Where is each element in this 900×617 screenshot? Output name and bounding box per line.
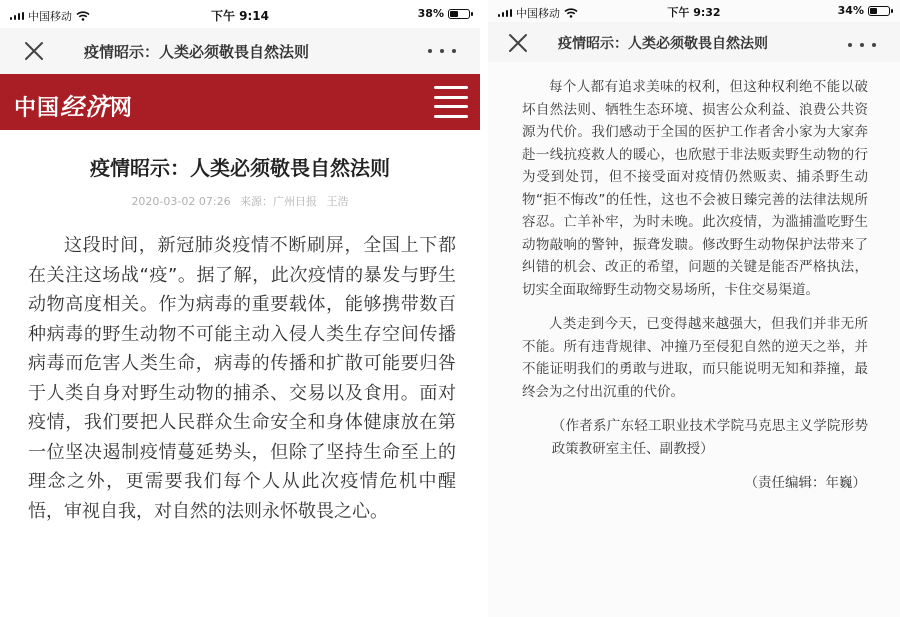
close-icon[interactable]	[504, 30, 532, 56]
logo-prefix: 中国	[14, 95, 61, 121]
carrier-label: 中国移动	[28, 10, 72, 23]
wechat-nav-bar	[488, 22, 900, 62]
status-bar	[0, 0, 480, 28]
article-meta	[0, 193, 480, 209]
nav-title: 疫情昭示：人类必须敬畏自然法则	[558, 36, 768, 52]
right-phone-screen	[488, 0, 900, 617]
status-time: 下午 9:32	[667, 6, 721, 19]
article-paragraph: 每个人都有追求美味的权利，但这种权利绝不能以破坏自然法则、牺牲生态环境、损害公众利益、浪费公共资源为代价。我们感动于全国的医护工作者舍小家为大家奔赴一线抗疫救人的暖心，也欣慰于非法贩卖野生动物的行为受到处罚，但不接受面对疫情仍然贩卖、捕杀野生动物“拒不悔改”的任性，这也不会被日臻完善的法律法规所容忍。亡羊补牢，为时未晚。此次疫情，为滥捕滥吃野生动物敲响的警钟，振聋发聩。修改野生动物保护法带来了纠错的机会、改正的希望，问题的关键是能否严格执法，切实全面取缔野生动物交易场所，卡住交易渠道。	[522, 79, 868, 298]
carrier-label: 中国移动	[516, 7, 560, 20]
article-body	[488, 62, 900, 495]
article-paragraph: 这段时间，新冠肺炎疫情不断刷屏，全国上下都在关注这场战“疫”。据了解，此次疫情的暴发与野生动物高度相关。作为病毒的重要载体，能够携带数百种病毒的野生动物不可能主动入侵人类生存空间传播病毒而危害人类生命，病毒的传播和扩散可能要归咎于人类自身对野生动物的捕杀、交易以及食用。面对疫情，我们要把人民群众生命安全和身体健康放在第一位坚决遏制疫情蔓延势头，但除了坚持生命至上的理念之外，更需要我们每个人从此次疫情危机中醒悟，审视自我，对自然的法则永怀敬畏之心。	[28, 235, 456, 522]
more-dots-icon[interactable]	[848, 34, 876, 56]
battery-percent: 34%	[837, 4, 864, 17]
status-time: 下午 9:14	[210, 9, 270, 23]
article-date: 2020-03-02 07:26	[131, 195, 231, 208]
article-source: 来源：广州日报	[240, 195, 318, 208]
battery-percent: 38%	[417, 7, 444, 20]
wechat-nav-bar	[0, 28, 480, 74]
article-author: 王浩	[326, 195, 349, 208]
logo-script: 经济	[60, 92, 111, 121]
hamburger-menu-icon[interactable]	[434, 86, 468, 118]
more-dots-icon[interactable]	[428, 40, 456, 62]
nav-title: 疫情昭示：人类必须敬畏自然法则	[84, 43, 310, 61]
responsible-editor: （责任编辑：年巍）	[744, 475, 866, 491]
article-paragraph: 人类走到今天，已变得越来越强大，但我们并非无所不能。所有违背规律、冲撞乃至侵犯自然的逆天之举，并不能证明我们的勇敢与进取，而只能说明无知和莽撞，最终会为之付出沉重的代价。	[522, 316, 868, 400]
battery-status	[838, 4, 890, 17]
battery-icon	[868, 6, 890, 16]
article-title: 疫情昭示：人类必须敬畏自然法则	[90, 156, 390, 180]
site-logo[interactable]	[14, 87, 133, 122]
author-note: （作者系广东轻工职业技术学院马克思主义学院形势政策教研室主任、副教授）	[551, 418, 868, 457]
battery-status	[418, 7, 470, 20]
logo-suffix: 网	[110, 95, 134, 121]
site-header	[0, 74, 480, 130]
status-bar	[488, 0, 900, 22]
battery-icon	[448, 9, 470, 19]
close-icon[interactable]	[20, 38, 48, 64]
